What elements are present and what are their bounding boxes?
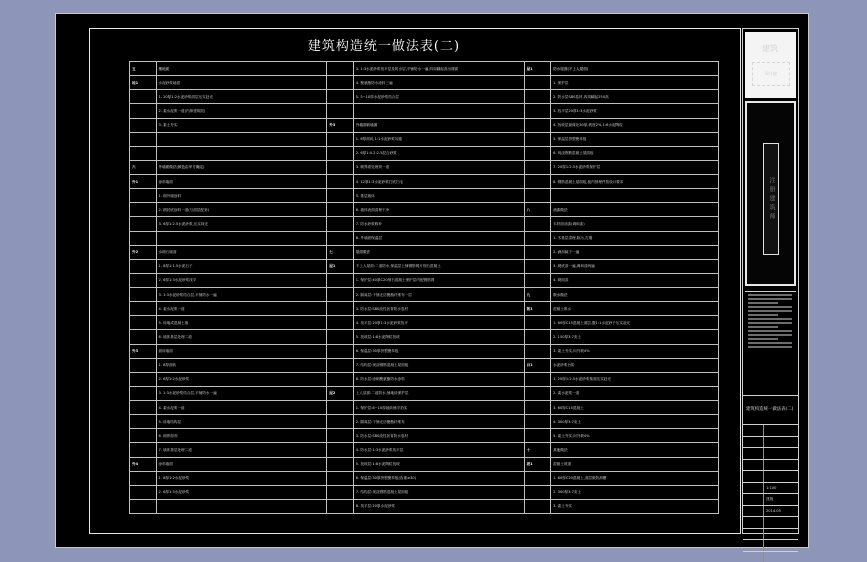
spec-line: 涂料墙面 [156, 457, 327, 471]
item-code [130, 330, 157, 344]
item-code [524, 344, 551, 358]
spec-line: 7. 结构层:现浇钢筋混凝土屋面板 [353, 358, 524, 372]
item-code [130, 217, 157, 231]
note-line [748, 342, 792, 344]
spec-line: 5. 素土夯实,向外坡4% [551, 429, 719, 443]
note-line [748, 322, 792, 324]
item-code [130, 443, 157, 457]
cell-key [743, 471, 764, 482]
table-row [130, 429, 719, 443]
item-code [524, 471, 551, 485]
spec-line: 4. 防水层:1:3水泥砂浆找平层 [353, 443, 524, 457]
note-line [748, 334, 792, 336]
spec-line: 水泥砂浆台阶 [551, 358, 719, 372]
spec-line: 6. 现浇钢筋混凝土屋面板 [551, 146, 719, 160]
logo-sub: 设计院 [752, 62, 790, 86]
section-heading: 外墙面砖墙面 [353, 118, 524, 132]
section-heading: 楼地面 [156, 62, 327, 76]
spec-line: 2. 150厚3:7灰土 [551, 330, 719, 344]
item-code [327, 288, 354, 302]
item-code [327, 273, 354, 287]
table-row [130, 104, 719, 118]
cell-value [764, 540, 798, 551]
table-row [130, 160, 719, 174]
title-block-cell [743, 539, 798, 551]
spec-line: 1. 8厚面砖,1:1水泥砂浆勾缝 [353, 132, 524, 146]
table-row [130, 330, 719, 344]
cell-key [743, 425, 764, 436]
table-row [130, 401, 719, 415]
cell-key [743, 540, 764, 551]
item-code [524, 231, 551, 245]
item-code [524, 401, 551, 415]
item-code: 外3 [130, 344, 157, 358]
item-code [524, 330, 551, 344]
spec-line: 2. 6厚1:3水泥砂浆 [156, 485, 327, 499]
spec-line [156, 499, 327, 513]
spec-line: 3. 素土夯实 [551, 499, 719, 513]
title-block-cell [743, 493, 798, 505]
table-row [130, 372, 719, 386]
note-line [748, 310, 792, 312]
item-code [327, 104, 354, 118]
item-code [327, 471, 354, 485]
title-block-cell [743, 528, 798, 540]
item-code [524, 76, 551, 90]
spec-line: 1. 保护层 [551, 76, 719, 90]
item-code [524, 104, 551, 118]
item-code: 八 [524, 203, 551, 217]
title-block-cell [743, 516, 798, 528]
table-row [130, 415, 719, 429]
item-code [327, 499, 354, 513]
note-line [748, 346, 792, 348]
spec-line: 8. 防水层:涂刷聚氨酯防水涂料 [353, 372, 524, 386]
item-code [130, 386, 157, 400]
item-code [327, 217, 354, 231]
item-code: 外4 [130, 457, 157, 471]
spec-line: 1. 刷外墙涂料 [156, 189, 327, 203]
spec-line: 7. 防水砂浆修补 [353, 217, 524, 231]
item-code: 九 [524, 288, 551, 302]
note-line [748, 338, 778, 340]
spec-line: 2. 素水泥浆一道(内掺建筑胶) [156, 104, 327, 118]
item-code: 地1 [130, 76, 157, 90]
item-code: 六 [130, 160, 157, 174]
item-code [130, 485, 157, 499]
item-code [524, 146, 551, 160]
item-code [327, 401, 354, 415]
item-code [524, 217, 551, 231]
spec-line [156, 231, 327, 245]
item-code [130, 203, 157, 217]
drawing-sheet [55, 13, 809, 548]
table-row [130, 358, 719, 372]
note-line [748, 330, 792, 332]
item-code [327, 358, 354, 372]
spec-line [156, 132, 327, 146]
item-code [327, 76, 354, 90]
title-block-cell [743, 424, 798, 436]
item-code [327, 146, 354, 160]
spec-line: 3. 刷界面处理剂一道 [353, 160, 524, 174]
item-code: 散1 [524, 302, 551, 316]
item-code [130, 471, 157, 485]
item-code [524, 118, 551, 132]
table-row [130, 245, 719, 259]
spec-line: 2. 素水泥浆一道 [551, 386, 719, 400]
title-block-cell [743, 482, 798, 494]
note-line [748, 326, 778, 328]
note-line [748, 306, 792, 308]
spec-line: 1. 60厚C15混凝土面层,撒1:1水泥砂子压实赶光 [551, 316, 719, 330]
item-code [130, 358, 157, 372]
table-row [130, 499, 719, 513]
cell-value [764, 517, 798, 528]
spec-line: 4. 300厚3:7灰土 [551, 415, 719, 429]
spec-line: 木材面油漆(调和漆) [551, 217, 719, 231]
section-heading: 油漆做法 [551, 203, 719, 217]
spec-line: 3. 素土夯实 [156, 118, 327, 132]
cell-key [743, 506, 764, 517]
item-code [327, 415, 354, 429]
section-heading: 防水屋面(不上人屋面) [551, 62, 719, 76]
item-code [327, 132, 354, 146]
item-code [130, 316, 157, 330]
item-code [130, 273, 157, 287]
spec-line: 5. 保温层挤塑聚苯板 [551, 132, 719, 146]
spec-line: 3. 找平层20厚1:3水泥砂浆 [551, 104, 719, 118]
spec-line: 1. 保护层:8~10厚地砖铺平拍实 [353, 401, 524, 415]
spec-line: 8. 找平层:20厚水泥砂浆 [353, 499, 524, 513]
spec-line: 2. 隔离层:干铺无纺聚酯纤维布一层 [353, 288, 524, 302]
table-row [130, 90, 719, 104]
logo-mark: 建筑 [762, 44, 778, 53]
item-code [130, 372, 157, 386]
item-code [327, 203, 354, 217]
item-code: 台1 [524, 358, 551, 372]
cell-value: 建施 [766, 497, 774, 501]
item-code [130, 132, 157, 146]
item-code: 屋1 [327, 259, 354, 273]
title-block-cell [743, 459, 798, 471]
title-block-cell [743, 551, 798, 562]
table-row [130, 217, 719, 231]
cell-key [743, 460, 764, 471]
spec-line: 4. 聚氨酯防水涂料三遍 [353, 76, 524, 90]
firm-logo [745, 32, 796, 98]
cell-value [764, 529, 798, 540]
item-code [524, 429, 551, 443]
item-code: 屋2 [327, 386, 354, 400]
spec-line: 水刷石墙面 [156, 245, 327, 259]
spec-line: 4. 找坡层最薄处30厚,坡度2%,1:8水泥陶粒 [551, 118, 719, 132]
spec-line: 不上人屋面:二道防水,保温层上铺钢筋网片细石混凝土 [353, 259, 524, 273]
table-row [130, 203, 719, 217]
section-heading: 屋面做法 [353, 245, 524, 259]
spec-line: 水泥砂浆地面 [156, 76, 327, 90]
item-code [327, 160, 354, 174]
item-code [130, 259, 157, 273]
item-code [327, 189, 354, 203]
section-heading: 散水做法 [551, 288, 719, 302]
item-code [327, 485, 354, 499]
table-row [130, 189, 719, 203]
spec-line: 8. 外墙面保温层 [353, 231, 524, 245]
item-code [327, 457, 354, 471]
spec-line: 6. 保温层:30厚挤塑聚苯板 [353, 344, 524, 358]
item-code [524, 245, 551, 259]
item-code: 屋1 [524, 62, 551, 76]
spec-line: 3. 防水层:SBS改性沥青防水卷材 [353, 429, 524, 443]
spec-line: 5. 5~10厚水泥砂浆结合层 [353, 90, 524, 104]
spec-line: 1. 20厚1:2.5水泥砂浆抹面压实赶光 [551, 372, 719, 386]
cell-value [764, 425, 798, 436]
table-row [130, 471, 719, 485]
spec-line: 6. 墙体基层处理二道 [156, 330, 327, 344]
item-code [130, 401, 157, 415]
spec-line: 6. 保温层:30厚挤塑聚苯板(容重≥30) [353, 471, 524, 485]
note-line [748, 298, 792, 300]
item-code: 七 [327, 245, 354, 259]
spec-line: 涂料墙面 [156, 175, 327, 189]
spec-line: 1. 8厚1:2水泥砂浆 [156, 471, 327, 485]
section-heading: 其他做法 [551, 443, 719, 457]
table-row [130, 76, 719, 90]
table-row [130, 344, 719, 358]
spec-line: 5. 找坡层:1:8水泥陶粒找坡 [353, 457, 524, 471]
spec-line: 4. 找平层:20厚1:3水泥砂浆找平 [353, 316, 524, 330]
note-line [748, 318, 792, 320]
spec-line: 6. 墙体表面清理干净 [353, 203, 524, 217]
spec-line: 3. 1:3水泥砂浆找平层及防水层,平铺防水一遍,四周翻起高出楼面 [353, 62, 524, 76]
item-code: 坡1 [524, 457, 551, 471]
cell-value: 1:100 [766, 485, 777, 490]
spec-line: 2. 刷封底涂料一道(与面层配套) [156, 203, 327, 217]
spec-line: 5. 基层墙体 [353, 189, 524, 203]
item-code [130, 189, 157, 203]
spec-line: 5. 砖墙结构层 [156, 415, 327, 429]
cell-key [743, 483, 764, 494]
spec-line: 1. 保护层:40厚C20细石混凝土保护层内配钢筋网 [353, 273, 524, 287]
item-code [130, 104, 157, 118]
cell-value: 2014.05 [766, 508, 781, 513]
table-row [130, 457, 719, 471]
spec-line: 8. 钢筋混凝土屋面板,板内预埋件按设计要求 [551, 175, 719, 189]
table-row [130, 146, 719, 160]
item-code [327, 90, 354, 104]
cell-value [764, 552, 798, 562]
table-row [130, 273, 719, 287]
note-line [748, 302, 778, 304]
item-code [130, 302, 157, 316]
item-code [524, 132, 551, 146]
spec-line: 5. 砖墙或混凝土墙 [156, 316, 327, 330]
spec-line: 2. 隔离层:干铺无纺聚酯纤维布 [353, 415, 524, 429]
spec-line: 6. 刷界面剂 [156, 429, 327, 443]
cell-value [764, 471, 798, 482]
cell-key [743, 448, 764, 459]
item-code [524, 372, 551, 386]
item-code [524, 175, 551, 189]
item-code [130, 146, 157, 160]
item-code: 外2 [130, 245, 157, 259]
table-row [130, 175, 719, 189]
item-code [524, 90, 551, 104]
item-code [327, 429, 354, 443]
title-block-cell [743, 436, 798, 448]
item-code [130, 288, 157, 302]
item-code [327, 231, 354, 245]
spec-line: 3. 1:3水泥砂浆结合层,平铺防水一遍 [156, 386, 327, 400]
item-code [524, 415, 551, 429]
item-code [327, 344, 354, 358]
table-row [130, 132, 719, 146]
spec-line: 2. 6厚1:3水泥砂浆找平 [156, 273, 327, 287]
item-code: 外5 [327, 118, 354, 132]
title-block-notes [745, 291, 796, 392]
cell-value [764, 437, 798, 448]
spec-line: 混凝土散水 [551, 302, 719, 316]
spec-line: 3. 防水层:SBS改性沥青防水卷材 [353, 302, 524, 316]
cell-value [764, 460, 798, 471]
spec-line: 5. 找坡层:1:8水泥陶粒找坡 [353, 330, 524, 344]
spec-line: 4. 12厚1:3水泥砂浆打底扫毛 [353, 175, 524, 189]
title-block [742, 28, 799, 534]
spec-line: 3. 素土夯实,向外坡4% [551, 344, 719, 358]
item-code: 外1 [130, 175, 157, 189]
spec-line: 3. 刷底漆一遍,调和漆两遍 [551, 259, 719, 273]
item-code [524, 386, 551, 400]
item-code [327, 372, 354, 386]
item-code [130, 231, 157, 245]
cell-key [743, 437, 764, 448]
item-code [327, 443, 354, 457]
spec-line: 4. 刷面漆 [551, 273, 719, 287]
table-row [130, 443, 719, 457]
note-line [748, 294, 792, 296]
table-row [130, 386, 719, 400]
spec-line: 1. 20厚1:2水泥砂浆面层压实赶光 [156, 90, 327, 104]
item-code [327, 316, 354, 330]
section-heading: 外墙面做法(颜色由甲方确定) [156, 160, 327, 174]
spec-line: 3. 60厚C15混凝土 [551, 401, 719, 415]
construction-spec-table [129, 61, 719, 514]
title-block-cell [743, 505, 798, 517]
item-code [130, 499, 157, 513]
table-row [130, 231, 719, 245]
cell-key [743, 529, 764, 540]
item-code [524, 189, 551, 203]
item-code [130, 429, 157, 443]
drawing-title: 建筑构造统一做法表(二) [307, 39, 461, 54]
title-block-cell [743, 470, 798, 482]
title-block-cells [743, 395, 798, 562]
spec-line: 2. 6厚1:0.2:2.5混合砂浆 [353, 146, 524, 160]
spec-line: 7. 墙体基层处理二道 [156, 443, 327, 457]
registration-seal: 注册建筑师 [763, 143, 779, 255]
item-code [327, 175, 354, 189]
spec-line: 7. 结构层:现浇钢筋混凝土屋面板 [353, 485, 524, 499]
spec-line: 1. 8厚1:1.5水泥石子 [156, 259, 327, 273]
item-code [130, 118, 157, 132]
spec-line: 4. 素水泥浆一道 [156, 401, 327, 415]
item-code [524, 316, 551, 330]
cell-key [743, 494, 764, 505]
spec-line [551, 189, 719, 203]
spec-line: 2. 6厚1:2水泥砂浆 [156, 372, 327, 386]
spec-line [353, 104, 524, 118]
item-code [327, 302, 354, 316]
spec-line: 混凝土坡道 [551, 457, 719, 471]
item-code [524, 273, 551, 287]
table-row [130, 485, 719, 499]
spec-line: 1. 木基层清理,除污,打磨 [551, 231, 719, 245]
spec-line [156, 146, 327, 160]
item-code [327, 62, 354, 76]
project-drawing-name: 建筑构造统一做法表(二) [743, 395, 798, 424]
table-row [130, 118, 719, 132]
table-row [130, 288, 719, 302]
title-block-cell [743, 447, 798, 459]
cell-key [743, 552, 764, 562]
table-row [130, 302, 719, 316]
table-row [130, 62, 719, 76]
item-code [327, 330, 354, 344]
item-code: 十 [524, 443, 551, 457]
spec-line: 上人屋面:二道防水,铺地砖保护层 [353, 386, 524, 400]
spec-line: 3. 6厚1:2.5水泥砂浆,压实抹光 [156, 217, 327, 231]
spec-line: 1. 8厚面砖 [156, 358, 327, 372]
item-code [524, 499, 551, 513]
item-code [130, 90, 157, 104]
stamp-area [745, 101, 796, 286]
item-code [524, 259, 551, 273]
spec-line: 2. 防水层SBS卷材,四周翻起250高 [551, 90, 719, 104]
item-code [130, 415, 157, 429]
item-code: 五 [130, 62, 157, 76]
table-row [130, 316, 719, 330]
spec-line: 3. 1:3水泥砂浆结合层,平铺防水一遍 [156, 288, 327, 302]
cell-value [764, 448, 798, 459]
cell-key [743, 517, 764, 528]
note-line [748, 314, 778, 316]
spec-line: 2. 300厚3:7灰土 [551, 485, 719, 499]
spec-line: 1. 60厚C20混凝土,面层做防滑槽 [551, 471, 719, 485]
spec-line: 4. 素水泥浆一道 [156, 302, 327, 316]
item-code [524, 485, 551, 499]
spec-line: 7. 20厚1:2.5水泥砂浆保护层 [551, 160, 719, 174]
item-code [524, 160, 551, 174]
table-row [130, 259, 719, 273]
spec-line: 面砖墙面 [156, 344, 327, 358]
spec-line: 2. 满刮腻子一遍 [551, 245, 719, 259]
